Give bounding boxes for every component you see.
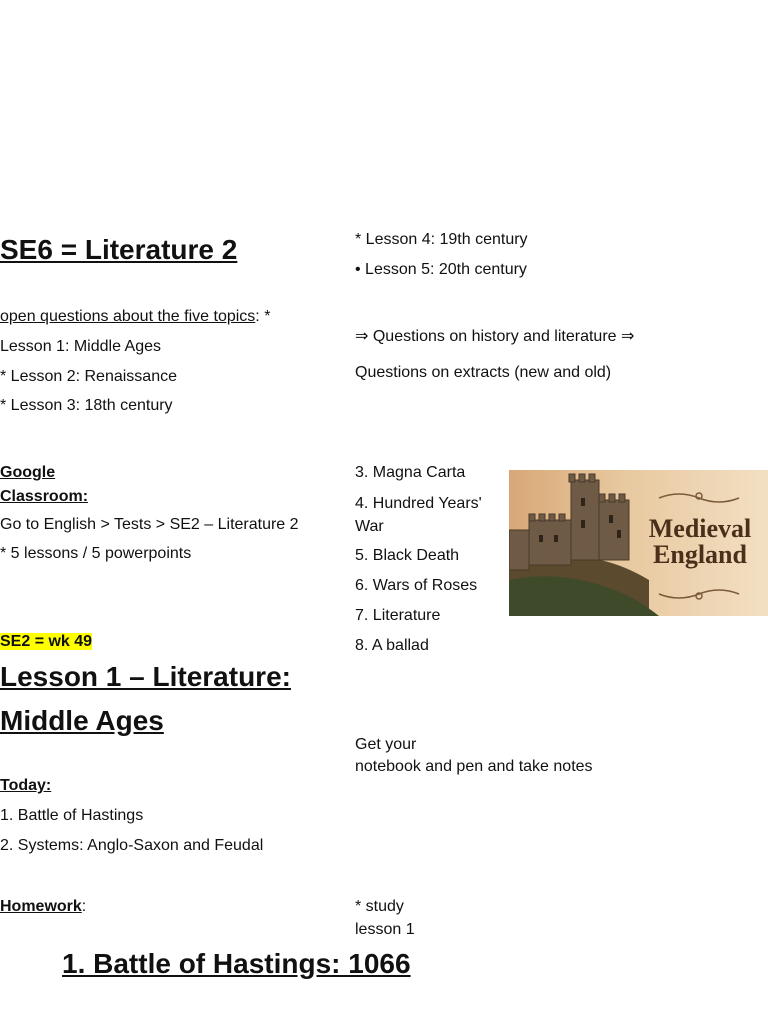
week-highlight: SE2 = wk 49 <box>0 633 93 650</box>
google-lessons: * 5 lessons / 5 powerpoints <box>0 545 192 562</box>
topic-item: 4. Hundred Years' <box>355 495 482 512</box>
homework-value-line2: lesson 1 <box>355 921 415 938</box>
medieval-england-image <box>509 470 768 616</box>
google-path: Go to English > Tests > SE2 – Literature 2 <box>0 516 299 533</box>
topic-item: 5. Black Death <box>355 547 460 564</box>
questions-extracts-line: Questions on extracts (new and old) <box>355 364 612 381</box>
intro-line <box>0 307 270 327</box>
homework-suffix: : <box>81 898 87 915</box>
lesson-4-item: * Lesson 4: 19th century <box>355 231 528 248</box>
topic-item: War <box>355 518 384 535</box>
homework-value-line1: * study <box>355 898 404 915</box>
google-label-line1: Google <box>0 464 56 481</box>
image-text-line2: England <box>653 540 747 569</box>
lesson-5-item: • Lesson 5: 20th century <box>355 261 527 278</box>
lesson-heading-line1: Lesson 1 – Literature: <box>0 661 291 692</box>
notes-line2: notebook and pen and take notes <box>355 758 593 775</box>
lesson-1-item: Lesson 1: Middle Ages <box>0 338 161 355</box>
week-line <box>0 632 92 652</box>
page-title: SE6 = Literature 2 <box>0 234 238 265</box>
section-heading: 1. Battle of Hastings: 1066 <box>62 948 411 979</box>
topic-item: 7. Literature <box>355 607 441 624</box>
image-text-line1: Medieval <box>648 514 752 543</box>
notes-line1: Get your <box>355 736 417 753</box>
lesson-heading-line2: Middle Ages <box>0 705 164 736</box>
intro-underlined-text: open questions about the five topics <box>0 308 256 325</box>
topic-item: 3. Magna Carta <box>355 464 466 481</box>
lesson-2-item: * Lesson 2: Renaissance <box>0 368 177 385</box>
today-item: 2. Systems: Anglo-Saxon and Feudal <box>0 837 264 854</box>
topic-item: 8. A ballad <box>355 637 429 654</box>
google-label-line2: Classroom: <box>0 488 89 505</box>
today-label: Today: <box>0 777 52 794</box>
topic-item: 6. Wars of Roses <box>355 577 478 594</box>
today-item: 1. Battle of Hastings <box>0 807 144 824</box>
lesson-3-item: * Lesson 3: 18th century <box>0 397 173 414</box>
homework-line <box>0 897 86 917</box>
intro-suffix: : * <box>255 308 271 325</box>
questions-history-line: ⇒ Questions on history and literature ⇒ <box>355 328 635 345</box>
homework-label: Homework <box>0 898 82 915</box>
